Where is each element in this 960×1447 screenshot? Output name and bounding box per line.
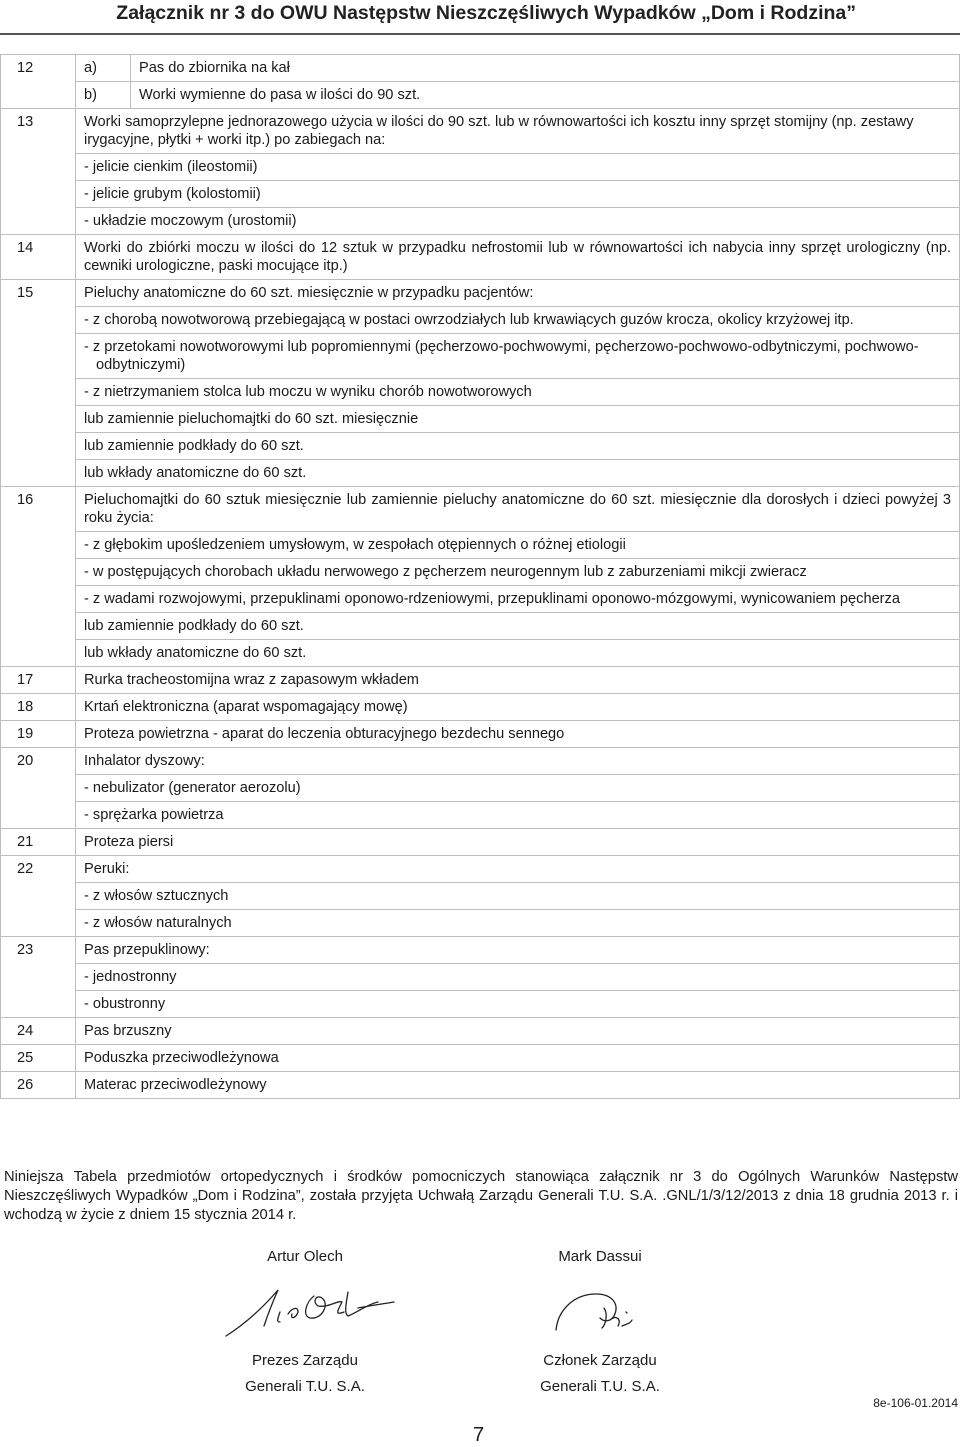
row-text: Worki wymienne do pasa w ilości do 90 szt.	[131, 82, 960, 109]
page-header	[0, 0, 960, 32]
table-row	[1, 721, 960, 748]
table-row	[1, 829, 960, 856]
list-item: - obustronny	[76, 991, 960, 1018]
table-row	[1, 667, 960, 694]
signer-right-company: Generali T.U. S.A.	[540, 1378, 660, 1395]
signature-right-stroke	[556, 1294, 632, 1330]
table-row	[1, 433, 960, 460]
table-row	[1, 280, 960, 307]
table-row	[1, 694, 960, 721]
table-row	[1, 532, 960, 559]
list-item: - układzie moczowym (urostomii)	[76, 208, 960, 235]
row-number: 17	[1, 667, 76, 694]
table-row	[1, 460, 960, 487]
row-sub-label: b)	[76, 82, 131, 109]
table-row	[1, 856, 960, 883]
table-row	[1, 307, 960, 334]
row-text: Inhalator dyszowy:	[76, 748, 960, 775]
list-item: - jednostronny	[76, 964, 960, 991]
table-row	[1, 1018, 960, 1045]
list-item: - z wadami rozwojowymi, przepuklinami oponowo-rdzeniowymi, przepuklinami oponowo-mózgowymi, wynicowaniem pęcherza	[84, 591, 900, 607]
list-item: - z głębokim upośledzeniem umysłowym, w zespołach otępiennych o różnej etiologii	[76, 532, 960, 559]
list-item: - z nietrzymaniem stolca lub moczu w wyniku chorób nowotworowych	[76, 379, 960, 406]
signer-left-role: Prezes Zarządu	[252, 1352, 358, 1369]
row-text: Pas przepuklinowy:	[76, 937, 960, 964]
signature-left-image	[218, 1282, 408, 1342]
row-text: Pieluchomajtki do 60 sztuk miesięcznie lub zamiennie pieluchy anatomiczne do 60 szt. miesięcznie dla dorosłych i dzieci powyżej 3 roku życia:	[76, 487, 960, 532]
table-row	[1, 334, 960, 379]
table-row	[1, 775, 960, 802]
row-number: 23	[1, 937, 76, 1018]
list-item: lub wkłady anatomiczne do 60 szt.	[76, 640, 960, 667]
table-row	[1, 181, 960, 208]
row-sub-label: a)	[76, 55, 131, 82]
row-number: 19	[1, 721, 76, 748]
list-item: lub wkłady anatomiczne do 60 szt.	[76, 460, 960, 487]
list-item: - z chorobą nowotworową przebiegającą w postaci owrzodziałych lub krwawiących guzów krocza, okolicy krzyżowej itp.	[84, 312, 854, 328]
row-text: Pas do zbiornika na kał	[131, 55, 960, 82]
list-item: - jelicie cienkim (ileostomii)	[76, 154, 960, 181]
row-number: 14	[1, 235, 76, 280]
table-row	[1, 1072, 960, 1099]
list-item: lub zamiennie podkłady do 60 szt.	[76, 613, 960, 640]
row-number: 15	[1, 280, 76, 487]
signature-left-stroke	[226, 1290, 394, 1336]
row-number: 18	[1, 694, 76, 721]
table-row	[1, 154, 960, 181]
items-table	[0, 54, 960, 1099]
table-row	[1, 559, 960, 586]
row-number: 16	[1, 487, 76, 667]
row-number: 25	[1, 1045, 76, 1072]
row-text: Worki samoprzylepne jednorazowego użycia w ilości do 90 szt. lub w równowartości ich kosztu inny sprzęt stomijny (np. zestawy irygacyjne, płytki + worki itp.) po zabiegach na:	[76, 109, 960, 154]
row-text: Proteza piersi	[76, 829, 960, 856]
table-row	[1, 640, 960, 667]
row-text: Materac przeciwodleżynowy	[76, 1072, 960, 1099]
page-title: Załącznik nr 3 do OWU Następstw Nieszczęśliwych Wypadków „Dom i Rodzina”	[116, 2, 856, 24]
row-text: Peruki:	[76, 856, 960, 883]
list-item: lub zamiennie podkłady do 60 szt.	[76, 433, 960, 460]
table-row	[1, 910, 960, 937]
header-rule	[0, 33, 960, 35]
table-row	[1, 748, 960, 775]
table-row	[1, 55, 960, 82]
table-row	[1, 406, 960, 433]
row-text: Poduszka przeciwodleżynowa	[76, 1045, 960, 1072]
row-text: Worki do zbiórki moczu w ilości do 12 sztuk w przypadku nefrostomii lub w równowartości ich nabycia inny sprzęt urologiczny (np. cewniki urologiczne, paski mocujące itp.)	[76, 235, 960, 280]
list-item: - nebulizator (generator aerozolu)	[76, 775, 960, 802]
table-row	[1, 235, 960, 280]
row-number: 20	[1, 748, 76, 829]
table-row	[1, 379, 960, 406]
table-row	[1, 883, 960, 910]
table-row	[1, 82, 960, 109]
table-row	[1, 109, 960, 154]
signature-right-image	[552, 1290, 642, 1336]
signer-left-name: Artur Olech	[267, 1248, 343, 1265]
table-row	[1, 964, 960, 991]
list-item: - jelicie grubym (kolostomii)	[76, 181, 960, 208]
row-number: 12	[1, 55, 76, 82]
signer-right-role: Członek Zarządu	[543, 1352, 657, 1369]
list-item: lub zamiennie pieluchomajtki do 60 szt. miesięcznie	[76, 406, 960, 433]
row-number: 26	[1, 1072, 76, 1099]
row-number: 13	[1, 109, 76, 235]
row-number: 21	[1, 829, 76, 856]
table-row	[1, 991, 960, 1018]
list-item: - z włosów naturalnych	[76, 910, 960, 937]
table-row	[1, 208, 960, 235]
list-item: - sprężarka powietrza	[76, 802, 960, 829]
row-text: Krtań elektroniczna (aparat wspomagający mowę)	[76, 694, 960, 721]
list-item: - z włosów sztucznych	[76, 883, 960, 910]
row-number: 22	[1, 856, 76, 937]
row-text: Proteza powietrzna - aparat do leczenia obturacyjnego bezdechu sennego	[76, 721, 960, 748]
table-row	[1, 802, 960, 829]
table-row	[1, 487, 960, 532]
row-text: Pieluchy anatomiczne do 60 szt. miesięcznie w przypadku pacjentów:	[76, 280, 960, 307]
table-row	[1, 1045, 960, 1072]
list-item: - z przetokami nowotworowymi lub popromiennymi (pęcherzowo-pochwowymi, pęcherzowo-pochwowo-odbytniczymi, pochwowo-odbytniczymi)	[84, 339, 919, 373]
page-number: 7	[473, 1424, 485, 1446]
closing-note: Niniejsza Tabela przedmiotów ortopedycznych i środków pomocniczych stanowiąca załącznik nr 3 do Ogólnych Warunków Następstw Nieszczęśliwych Wypadków „Dom i Rodzina”, została przyjęta Uchwałą Zarządu Generali T.U. S.A. .GNL/1/3/12/2013 z dnia 18 grudnia 2013 r. i wchodzą w życie z dniem 15 stycznia 2014 r.	[4, 1169, 958, 1223]
row-number: 24	[1, 1018, 76, 1045]
signer-left-company: Generali T.U. S.A.	[245, 1378, 365, 1395]
table-row	[1, 613, 960, 640]
signer-right-name: Mark Dassui	[558, 1248, 642, 1265]
document-id: 8e-106-01.2014	[873, 1396, 958, 1410]
list-item: - w postępujących chorobach układu nerwowego z pęcherzem neurogennym lub z zaburzeniami mikcji zwieracz	[76, 559, 960, 586]
table-row	[1, 937, 960, 964]
table-row	[1, 586, 960, 613]
row-text: Rurka tracheostomijna wraz z zapasowym wkładem	[76, 667, 960, 694]
row-text: Pas brzuszny	[76, 1018, 960, 1045]
